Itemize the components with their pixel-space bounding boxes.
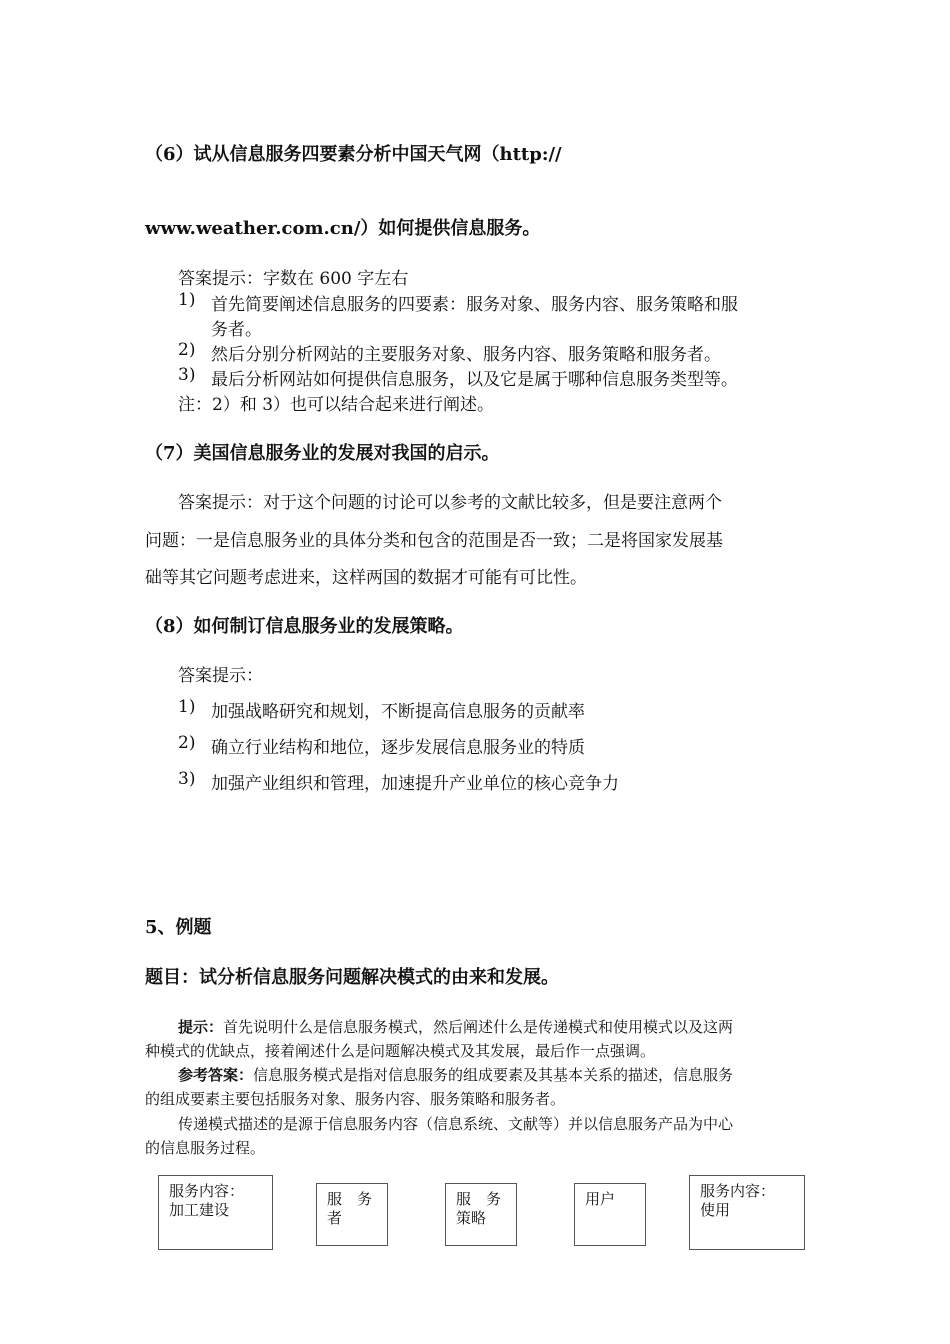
q7-line2: 问题：一是信息服务业的具体分类和包含的范围是否一致；二是将国家发展基 (145, 531, 723, 551)
q8-item-2-text: 确立行业结构和地位，逐步发展信息服务业的特质 (211, 738, 585, 758)
diagram-box-content-use (689, 1175, 805, 1250)
box-line1: 服 务 (327, 1190, 373, 1208)
q6-title-line1: （6）试从信息服务四要素分析中国天气网（http:// (145, 144, 562, 165)
transfer-mode-line1: 传递模式描述的是源于信息服务内容（信息系统、文献等）并以信息服务产品为中心 (178, 1115, 734, 1133)
transfer-mode-line2: 的信息服务过程。 (145, 1139, 266, 1157)
q6-item-1-num: 1) (178, 290, 196, 310)
q6-item-1-text-cont: 务者。 (211, 320, 262, 340)
box-line1: 服 务 (456, 1190, 502, 1208)
q6-hint: 答案提示：字数在 600 字左右 (178, 269, 409, 289)
q6-note: 注：2）和 3）也可以结合起来进行阐述。 (178, 395, 495, 415)
answer-label: 参考答案： (178, 1066, 254, 1084)
q8-hint: 答案提示： (178, 666, 263, 686)
q8-title: （8）如何制订信息服务业的发展策略。 (145, 616, 464, 637)
q6-item-2-num: 2) (178, 340, 196, 360)
box-line1: 服务内容： (700, 1182, 776, 1200)
q6-item-3-num: 3) (178, 365, 196, 385)
q8-item-3-text: 加强产业组织和管理，加速提升产业单位的核心竞争力 (211, 774, 619, 794)
example-answer-line1 (178, 1064, 733, 1085)
diagram-box-server (316, 1183, 388, 1246)
example-hint-line1 (178, 1016, 733, 1037)
example-answer-line2: 的组成要素主要包括服务对象、服务内容、服务策略和服务者。 (145, 1090, 566, 1108)
box-line2: 使用 (700, 1201, 731, 1219)
box-line1: 服务内容： (169, 1182, 245, 1200)
box-line2: 加工建设 (169, 1201, 230, 1219)
diagram-box-strategy (445, 1183, 517, 1246)
q6-item-2-text: 然后分别分析网站的主要服务对象、服务内容、服务策略和服务者。 (211, 345, 721, 365)
box-line2: 策略 (456, 1209, 487, 1227)
q7-line1: 答案提示：对于这个问题的讨论可以参考的文献比较多，但是要注意两个 (178, 493, 722, 513)
q6-title-line2: www.weather.com.cn/）如何提供信息服务。 (145, 218, 541, 239)
q8-item-2-num: 2) (178, 733, 196, 753)
hint-text: 首先说明什么是信息服务模式，然后阐述什么是传递模式和使用模式以及这两 (223, 1018, 734, 1036)
q7-title: （7）美国信息服务业的发展对我国的启示。 (145, 443, 500, 464)
q7-line3: 础等其它问题考虑进来，这样两国的数据才可能有可比性。 (145, 568, 587, 588)
example-question: 题目：试分析信息服务问题解决模式的由来和发展。 (145, 967, 559, 988)
q8-item-1-text: 加强战略研究和规划，不断提高信息服务的贡献率 (211, 702, 585, 722)
q8-item-3-num: 3) (178, 769, 196, 789)
q8-item-1-num: 1) (178, 697, 196, 717)
example-section-title: 5、例题 (145, 917, 212, 938)
example-hint-line2: 种模式的优缺点，接着阐述什么是问题解决模式及其发展，最后作一点强调。 (145, 1042, 656, 1060)
q6-item-3-text: 最后分析网站如何提供信息服务，以及它是属于哪种信息服务类型等。 (211, 370, 738, 390)
box-line1: 用户 (585, 1190, 616, 1208)
q6-item-1-text: 首先简要阐述信息服务的四要素：服务对象、服务内容、服务策略和服 (211, 295, 738, 315)
hint-label: 提示： (178, 1018, 224, 1036)
answer-text: 信息服务模式是指对信息服务的组成要素及其基本关系的描述，信息服务 (253, 1066, 734, 1084)
diagram-box-user (574, 1183, 646, 1246)
box-line2: 者 (327, 1209, 343, 1227)
diagram-box-content-build (158, 1175, 273, 1250)
